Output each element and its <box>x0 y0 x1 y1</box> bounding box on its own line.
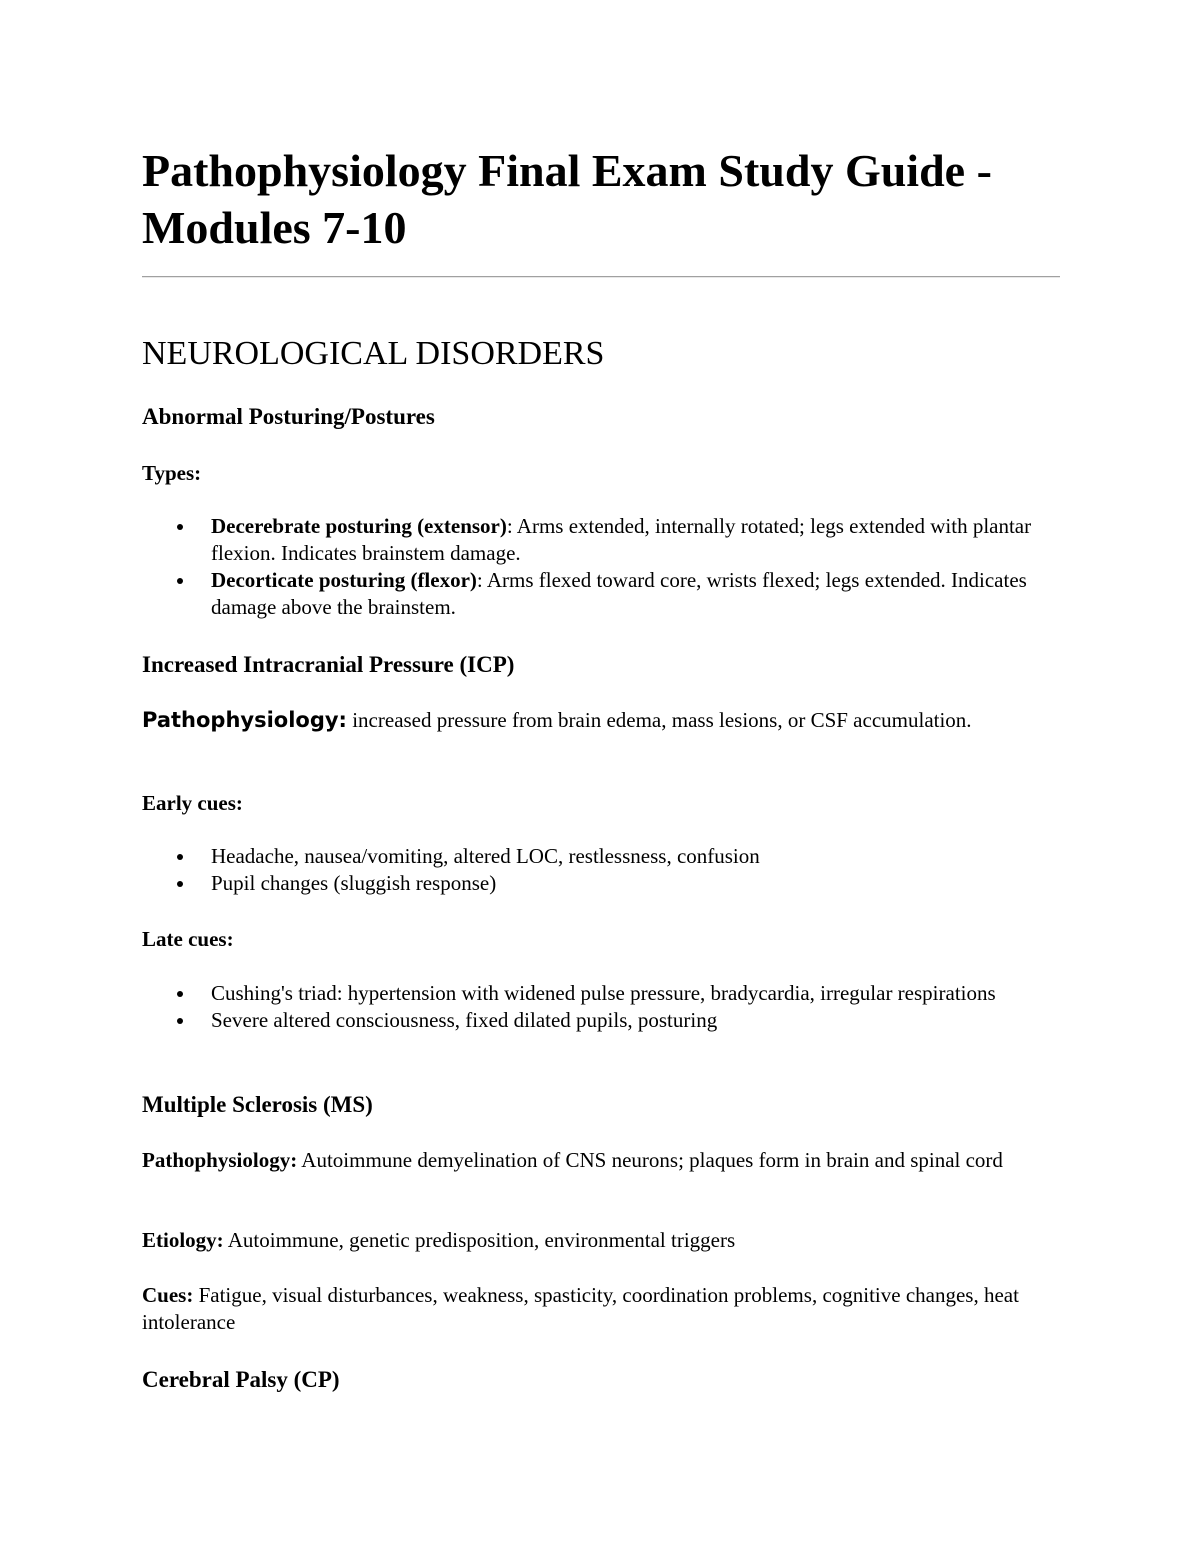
cp-heading: Cerebral Palsy (CP) <box>142 1367 340 1392</box>
title-line-2: Modules 7-10 <box>142 202 407 253</box>
icp-heading: Increased Intracranial Pressure (ICP) <box>142 652 515 677</box>
ms-cues-label: Cues: <box>142 1283 194 1307</box>
late-cues-label-text: Late cues: <box>142 927 234 951</box>
ms-patho-label: Pathophysiology: <box>142 1148 298 1172</box>
list-item: Cushing's triad: hypertension with widened pulse pressure, bradycardia, irregular respirations <box>142 980 1060 1007</box>
icp-patho-label: Pathophysiology: <box>142 708 347 732</box>
late-cues-label <box>142 926 1060 953</box>
early-cues-label <box>142 790 1060 817</box>
ms-cues <box>142 1282 1060 1336</box>
horizontal-rule <box>142 276 1060 278</box>
types-label-text: Types: <box>142 461 202 485</box>
early-cues-list <box>142 843 1060 897</box>
list-item: Pupil changes (sluggish response) <box>142 870 1060 897</box>
late-cues-list <box>142 980 1060 1034</box>
list-item-term: Decerebrate posturing (extensor) <box>211 514 507 538</box>
list-item-term: Decorticate posturing (flexor) <box>211 568 477 592</box>
ms-etiology-text: Autoimmune, genetic predisposition, environmental triggers <box>223 1228 736 1252</box>
list-item-text: : Arms extended, internally rotated; legs extended with plantar flexion. Indicates brainstem damage. <box>211 514 1032 565</box>
list-item: Severe altered consciousness, fixed dilated pupils, posturing <box>142 1007 1060 1034</box>
icp-pathophysiology <box>142 707 1060 734</box>
ms-etiology <box>142 1227 1060 1254</box>
list-item <box>142 513 1060 567</box>
ms-patho-text: Autoimmune demyelination of CNS neurons; plaques form in brain and spinal cord <box>297 1148 1003 1172</box>
ms-pathophysiology <box>142 1147 1060 1174</box>
ms-cues-text: Fatigue, visual disturbances, weakness, spasticity, coordination problems, cognitive changes, heat intolerance <box>142 1283 1019 1334</box>
list-item <box>142 567 1060 621</box>
early-cues-label-text: Early cues: <box>142 791 243 815</box>
title-line-1: Pathophysiology Final Exam Study Guide - <box>142 145 992 196</box>
section-heading: NEUROLOGICAL DISORDERS <box>142 335 605 372</box>
document-title <box>142 142 1060 256</box>
posturing-list <box>142 513 1060 621</box>
list-item-text: : Arms flexed toward core, wrists flexed; legs extended. Indicates damage above the brainstem. <box>211 568 1027 619</box>
ms-etiology-label: Etiology: <box>142 1228 224 1252</box>
ms-heading: Multiple Sclerosis (MS) <box>142 1092 373 1117</box>
posturing-heading: Abnormal Posturing/Postures <box>142 404 435 429</box>
list-item: Headache, nausea/vomiting, altered LOC, restlessness, confusion <box>142 843 1060 870</box>
types-label <box>142 460 1060 487</box>
icp-patho-text: increased pressure from brain edema, mass lesions, or CSF accumulation. <box>346 708 972 732</box>
